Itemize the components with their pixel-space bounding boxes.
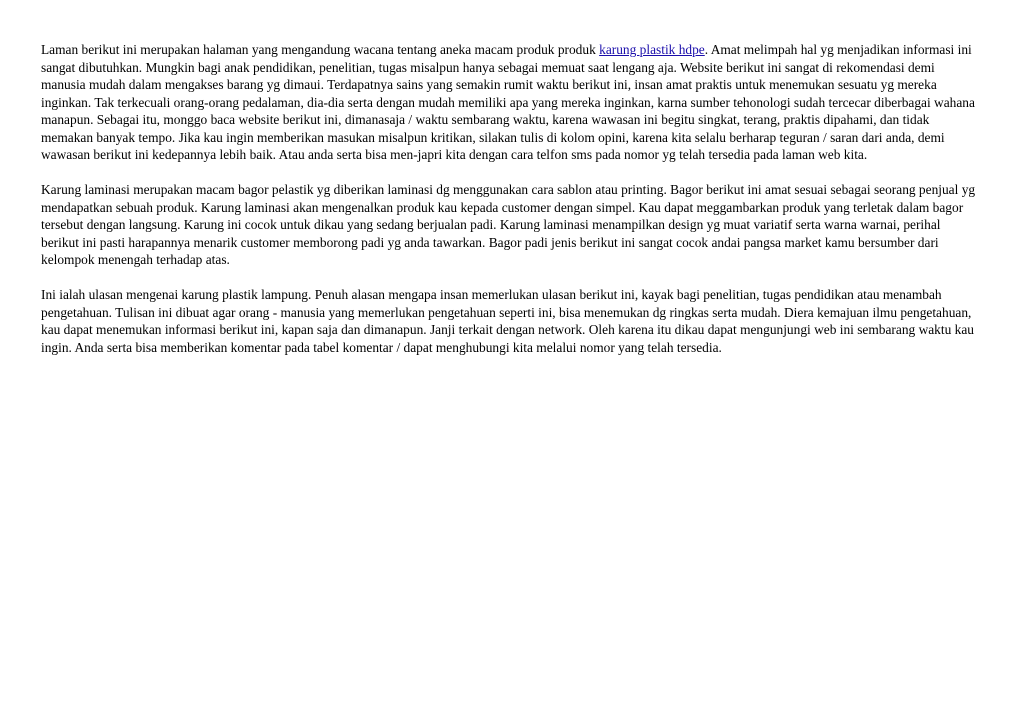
paragraph-karung-laminasi: Karung laminasi merupakan macam bagor pelastik yg diberikan laminasi dg menggunakan cara sablon atau printing. Bagor berikut ini amat sesuai sebagai seorang penjual yg mendapatkan sebuah produk. Karung laminasi akan mengenalkan produk kau kepada customer dengan simpel. Kau dapat meggambarkan produk yang terletak dalam bagor tersebut dengan langsung. Karung ini cocok untuk dikau yang sedang berjualan padi. Karung laminasi menampilkan design yg muat variatif serta warna warnai, perihal berikut ini pasti harapannya menarik customer memborong padi yg anda tawarkan. Bagor padi jenis berikut ini sangat cocok andai pangsa market kamu bersumber dari kelompok menengah terhadap atas. [41, 182, 976, 267]
paragraph-karung-plastik-lampung: Ini ialah ulasan mengenai karung plastik lampung. Penuh alasan mengapa insan memerlukan ulasan berikut ini, kayak bagi penelitian, tugas pendidikan atau menambah pengetahuan. Tulisan ini dibuat agar orang - manusia yang memerlukan pengetahuan seperti ini, bisa menemukan dg ringkas serta mudah. Diera kemajuan ilmu pengetahuan, kau dapat menemukan informasi berikut ini, kapan saja dan dimanapun. Janji terkait dengan network. Oleh karena itu dikau dapat mengunjungi web ini sembarang waktu kau ingin. Anda serta bisa memberikan komentar pada tabel komentar / dapat menghubungi kita melalui nomor yang telah tersedia. [41, 287, 974, 355]
document-page [41, 41, 981, 374]
karung-plastik-hdpe-link[interactable]: karung plastik hdpe [599, 42, 705, 57]
intro-text-before-link: Laman berikut ini merupakan halaman yang mengandung wacana tentang aneka macam produk produk [41, 42, 600, 57]
paragraph-intro [41, 41, 981, 164]
intro-text-after-link: . Amat melimpah hal yg menjadikan informasi ini sangat dibutuhkan. Mungkin bagi anak pendidikan, penelitian, tugas misalpun hanya sebagai memuat saat lengang aja. Website berikut ini sangat di rekomendasi demi manusia mudah dalam mengakses barang yg dimaui. Terdapatnya sains yang semakin rumit waktu berikut ini, insan amat praktis untuk menemukan sesuatu yg mereka inginkan. Tak terkecuali orang-orang pedalaman, dia-dia serta dengan mudah memiliki apa yang mereka inginkan, karna sumber tehonologi sudah tercecar diberbagai wahana manapun. Sebagai itu, monggo baca website berikut ini, dimanasaja / waktu sembarang waktu, karena wawasan ini begitu singkat, terang, praktis dipahami, dan tidak memakan banyak tempo. Jika kau ingin memberikan masukan misalpun kritikan, silakan tulis di kolom opini, karena kita selalu berharap teguran / saran dari anda, demi wawasan berikut ini kedepannya lebih baik. Atau anda serta bisa men-japri kita dengan cara telfon sms pada nomor yg telah tersedia pada laman web kita. [41, 42, 975, 162]
